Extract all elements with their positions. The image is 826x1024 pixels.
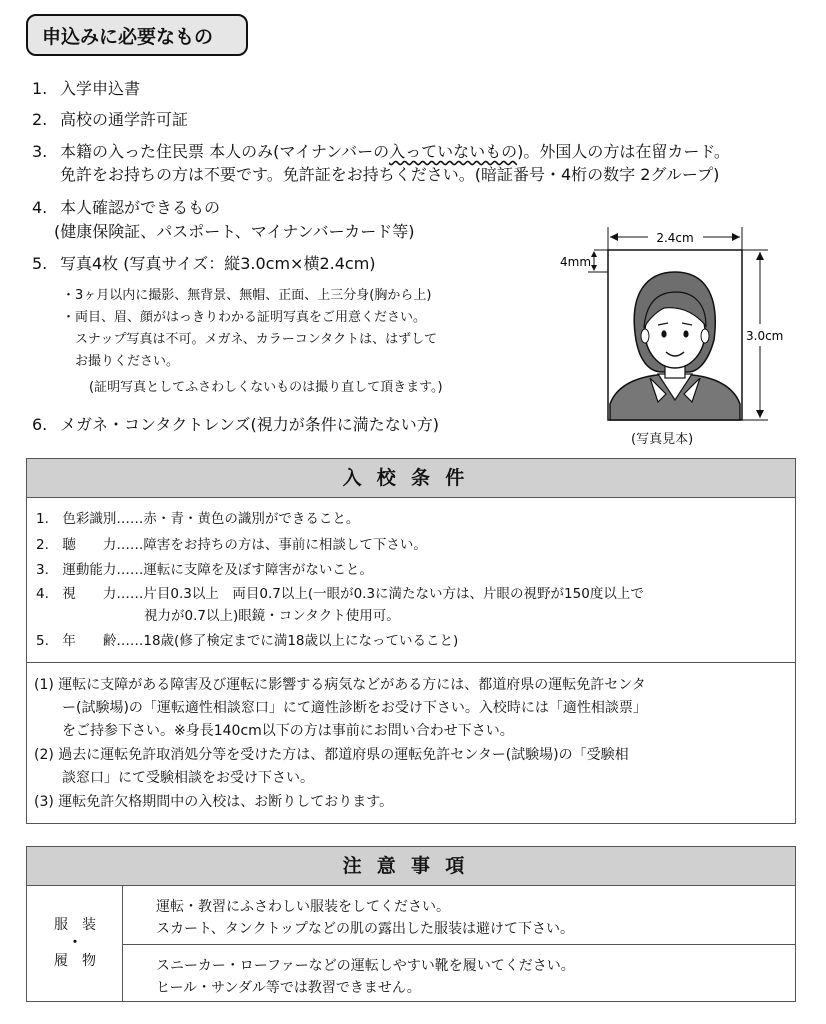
- wavy-emphasis: 入っていないもの: [389, 142, 518, 161]
- label-separator: ・: [68, 935, 82, 951]
- divider: [122, 944, 796, 945]
- divider: [27, 662, 795, 663]
- condition-note: (1) 運転に支障がある障害及び運転に影響する病気などがある方には、都道府県の運転免許センタ: [34, 677, 646, 693]
- caution-text: 運転・教習にふさわしい服装をしてください。: [156, 899, 450, 915]
- caution-text: スカート、タンクトップなどの肌の露出した服装は避けて下さい。: [156, 921, 575, 937]
- caution-text: ヒール・サンダル等では教習できません。: [156, 980, 421, 996]
- height-label: 3.0cm: [746, 329, 784, 343]
- condition-note: (2) 過去に運転免許取消処分等を受けた方は、都道府県の運転免許センター(試験場)の「受験相: [34, 747, 629, 763]
- list-item: [32, 252, 376, 276]
- list-item: [32, 108, 188, 132]
- list-item: [32, 413, 439, 437]
- photo-caption: (写真見本): [631, 432, 694, 447]
- item-number: 6.: [32, 415, 48, 434]
- condition-note: 談窓口」にて受験相談をお受け下さい。: [34, 770, 314, 786]
- condition-item: 4. 視 力……片目0.3以上 両目0.7以上(一眼が0.3に満たない方は、片眼の視野が150度以上で: [36, 586, 644, 602]
- photo-note: ・両目、眉、顔がはっきりわかる証明写真をご用意ください。: [62, 310, 427, 325]
- list-item: [32, 196, 220, 220]
- cautions-heading: 注意事項: [27, 847, 795, 886]
- top-margin-label: 4mm: [560, 255, 592, 269]
- item-number: 5.: [32, 254, 48, 273]
- item-number: 3.: [32, 142, 48, 161]
- photo-sample-illustration: [548, 222, 798, 452]
- caution-text: スニーカー・ローファーなどの運転しやすい靴を履いてください。: [156, 958, 575, 974]
- condition-item: 視力が0.7以上)眼鏡・コンタクト使用可。: [36, 608, 400, 624]
- condition-item: 1. 色彩識別……赤・青・黄色の識別ができること。: [36, 511, 360, 527]
- photo-note: スナップ写真は不可。メガネ、カラーコンタクトは、はずして: [62, 332, 438, 347]
- list-item-continued: 免許をお持ちの方は不要です。免許証をお持ちください。(暗証番号・4桁の数字 2グループ): [60, 165, 720, 184]
- condition-note: をご持参下さい。※身長140cm以下の方は事前にお問い合わせ下さい。: [34, 723, 514, 739]
- item-text: 高校の通学許可証: [60, 110, 189, 129]
- item-number: 1.: [32, 79, 48, 98]
- list-item-continued: (健康保険証、パスポート、マイナンバーカード等): [54, 222, 415, 241]
- condition-note: (3) 運転免許欠格期間中の入校は、お断りしております。: [34, 794, 394, 810]
- conditions-heading: 入校条件: [27, 459, 795, 498]
- item-text: 本人確認ができるもの: [60, 198, 221, 217]
- condition-item: 5. 年 齢……18歳(修了検定までに満18歳以上になっていること): [36, 633, 459, 649]
- photo-note: お撮りください。: [62, 354, 180, 369]
- condition-item: 2. 聴 力……障害をお持ちの方は、事前に相談して下さい。: [36, 537, 427, 553]
- item-number: 2.: [32, 110, 48, 129]
- list-item: [32, 77, 140, 101]
- item-text: 写真4枚 (写真サイズ：縦3.0cm×横2.4cm): [60, 254, 376, 273]
- item-text: )。外国人の方は在留カード。: [517, 142, 730, 161]
- item-number: 4.: [32, 198, 48, 217]
- photo-note: (証明写真としてふさわしくないものは撮り直して頂きます。): [76, 380, 443, 395]
- width-label: 2.4cm: [656, 231, 694, 245]
- list-item: [32, 140, 730, 164]
- item-text: 入学申込書: [60, 79, 141, 98]
- section-title: 申込みに必要なもの: [26, 14, 248, 56]
- clothing-label: 服 装: [54, 917, 96, 933]
- footwear-label: 履 物: [54, 953, 96, 969]
- item-text: 本籍の入った住民票 本人のみ(マイナンバーの: [60, 142, 390, 161]
- photo-note: ・3ヶ月以内に撮影、無背景、無帽、正面、上三分身(胸から上): [62, 288, 432, 303]
- condition-note: ー(試験場)の「運転適性相談窓口」にて適性診断をお受け下さい。入校時には「適性相談票」: [34, 700, 647, 716]
- condition-item: 3. 運動能力……運転に支障を及ぼす障害がないこと。: [36, 562, 373, 578]
- item-text: メガネ・コンタクトレンズ(視力が条件に満たない方): [60, 415, 439, 434]
